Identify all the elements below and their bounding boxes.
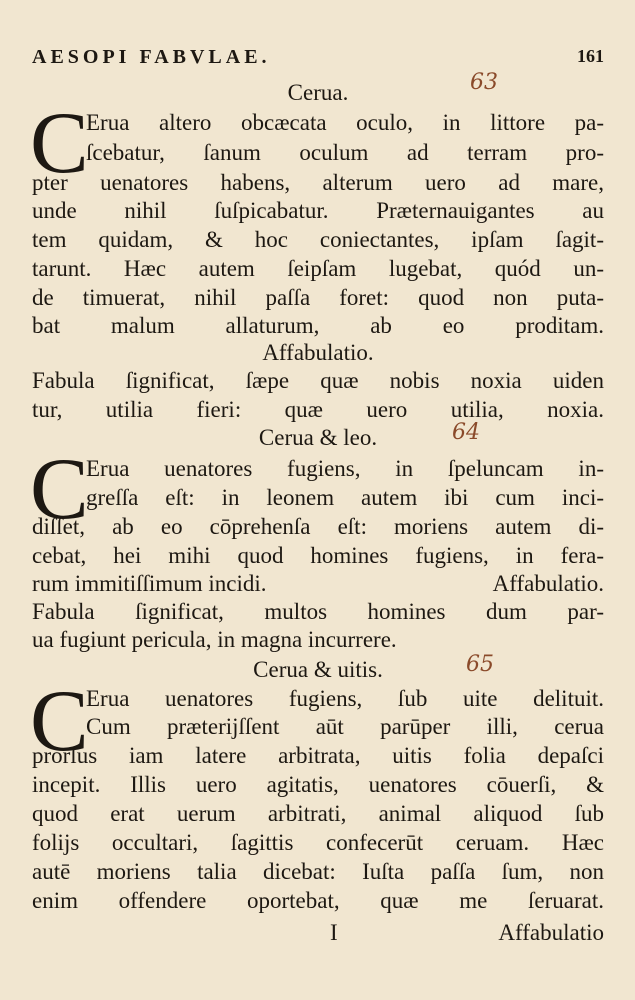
text-line: ſcebatur, ſanum oculum ad terram pro-	[86, 140, 604, 165]
text-line: diſſet, ab eo cōprehenſa eſt: moriens autem di-	[32, 514, 604, 539]
moral-line: Fabula ſignificat, ſæpe quæ nobis noxia uiden	[32, 368, 604, 393]
text-line: Cum præterijſſent aūt parūper illi, cerua	[86, 714, 604, 739]
running-head	[32, 46, 604, 69]
text-line: tem quidam, & hoc coniectantes, ipſam ſagit-	[32, 227, 604, 252]
text-line: prorſus iam latere arbitrata, uitis folia depaſci	[32, 743, 604, 768]
text-line: tarunt. Hæc autem ſeipſam lugebat, quód un-	[32, 256, 604, 281]
fable-title: Cerua.	[287, 80, 349, 105]
signature-mark: I	[330, 920, 338, 945]
text-line: rum immitiſſimum incidi.	[32, 571, 267, 596]
text-line: cebat, hei mihi quod homines fugiens, in fera-	[32, 543, 604, 568]
affabulatio-heading: Affabulatio.	[262, 340, 374, 365]
text-line: Erua uenatores fugiens, in ſpeluncam in-	[86, 456, 604, 481]
catchword: Affabulatio	[498, 920, 604, 945]
text-line: unde nihil ſuſpicabatur. Præternauigantes au	[32, 198, 604, 223]
text-line: autē moriens talia dicebat: Iuſta paſſa ſum, non	[32, 859, 604, 884]
text-line: de timuerat, nihil paſſa foret: quod non puta-	[32, 285, 604, 310]
text-line: quod erat uerum arbitrati, animal aliquod ſub	[32, 801, 604, 826]
affabulatio-heading: Affabulatio.	[492, 571, 604, 596]
text-line: incepit. Illis uero agitatis, uenatores cōuerſi, &	[32, 772, 604, 797]
initial-letter: C	[30, 673, 89, 770]
text-line: Erua altero obcæcata oculo, in littore pa-	[86, 110, 604, 135]
fable-title: Cerua & leo.	[258, 425, 378, 450]
text-line: greſſa eſt: in leonem autem ibi cum inci-	[86, 485, 604, 510]
handwritten-number: 65	[466, 652, 494, 677]
moral-line: ua fugiunt pericula, in magna incurrere.	[32, 627, 397, 652]
text-line: folijs occultari, ſagittis confecerūt ceruam. Hæc	[32, 830, 604, 855]
moral-line: tur, utilia fieri: quæ uero utilia, noxia.	[32, 397, 604, 422]
handwritten-number: 64	[452, 420, 480, 445]
fable-title: Cerua & uitis.	[253, 657, 383, 682]
running-title: AESOPI FABVLAE.	[32, 46, 271, 68]
initial-letter: C	[30, 95, 89, 192]
text-line: Erua uenatores fugiens, ſub uite delituit.	[86, 686, 604, 711]
moral-line: Fabula ſignificat, multos homines dum par-	[32, 599, 604, 624]
handwritten-number: 63	[470, 70, 498, 95]
page-number: 161	[577, 46, 604, 66]
text-line: enim offendere oportebat, quæ me ſeruarat.	[32, 888, 604, 913]
initial-letter: C	[30, 441, 89, 538]
text-line: pter uenatores habens, alterum uero ad mare,	[32, 170, 604, 195]
text-line: bat malum allaturum, ab eo proditam.	[32, 313, 604, 338]
